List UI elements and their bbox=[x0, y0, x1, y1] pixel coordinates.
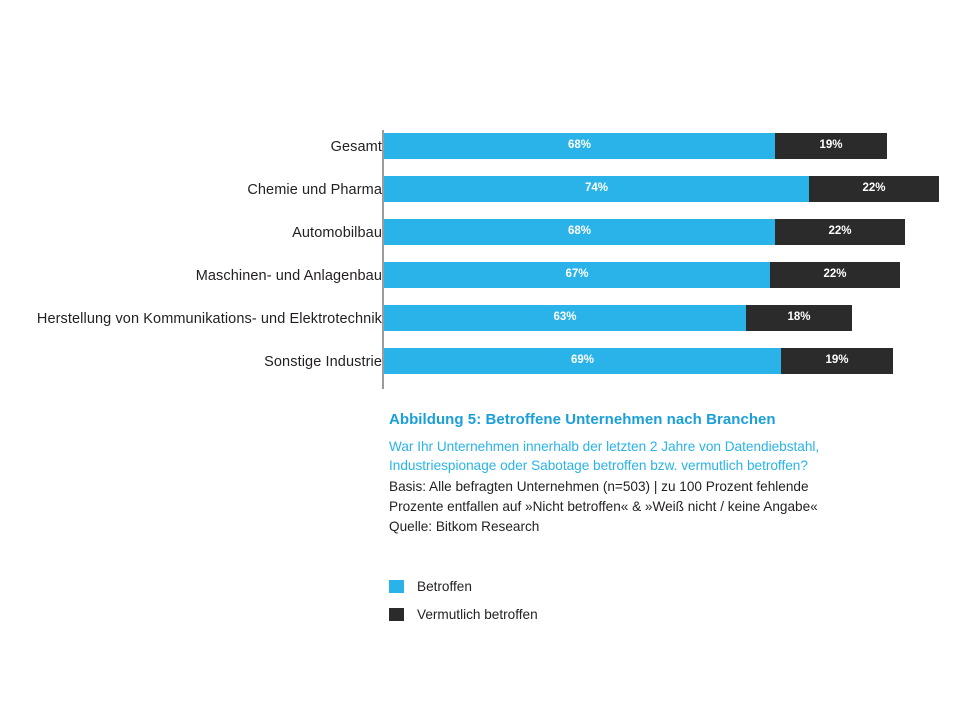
bar-value-label: 67% bbox=[565, 268, 589, 281]
category-label: Automobilbau bbox=[292, 225, 382, 241]
category-label: Chemie und Pharma bbox=[247, 182, 382, 198]
bar-segment-affected bbox=[384, 348, 781, 374]
bar-segment-presumed bbox=[770, 262, 900, 288]
bar-value-label: 18% bbox=[787, 311, 811, 324]
chart-legend bbox=[389, 572, 538, 628]
bar-segment-affected bbox=[384, 133, 775, 159]
table-row bbox=[0, 216, 959, 259]
category-label: Sonstige Industrie bbox=[264, 354, 382, 370]
bar-value-label: 19% bbox=[819, 139, 843, 152]
bar-segment-affected bbox=[384, 219, 775, 245]
bar-segment-presumed bbox=[775, 219, 905, 245]
basis-note-line-1: Basis: Alle befragten Unternehmen (n=503) | zu 100 Prozent fehlende bbox=[389, 478, 809, 494]
bar-value-label: 63% bbox=[553, 311, 577, 324]
table-row bbox=[0, 173, 959, 216]
bar-value-label: 68% bbox=[567, 225, 592, 238]
stacked-bar bbox=[384, 262, 900, 288]
table-row bbox=[0, 345, 959, 388]
stacked-bar bbox=[384, 133, 887, 159]
legend-label: Vermutlich betroffen bbox=[417, 606, 538, 622]
bar-value-label: 74% bbox=[584, 182, 609, 195]
bar-segment-presumed bbox=[775, 133, 887, 159]
table-row bbox=[0, 259, 959, 302]
bar-rows bbox=[0, 130, 959, 388]
chart-title: Abbildung 5: Betroffene Unternehmen nach Branchen bbox=[389, 411, 776, 428]
source-note: Quelle: Bitkom Research bbox=[389, 519, 540, 535]
stacked-bar bbox=[384, 348, 893, 374]
bar-value-label: 68% bbox=[567, 139, 592, 152]
legend-item-presumed bbox=[389, 600, 538, 628]
basis-note-line-2: Prozente entfallen auf »Nicht betroffen« & »Weiß nicht / keine Angabe« bbox=[389, 498, 818, 514]
table-row bbox=[0, 130, 959, 173]
bar-value-label: 22% bbox=[823, 268, 847, 281]
bar-segment-presumed bbox=[809, 176, 939, 202]
bar-segment-affected bbox=[384, 262, 770, 288]
stacked-bar bbox=[384, 305, 852, 331]
category-label: Herstellung von Kommunikations- und Elektrotechnik bbox=[36, 311, 382, 327]
survey-question-line-2: Industriespionage oder Sabotage betroffen bzw. vermutlich betroffen? bbox=[389, 458, 808, 474]
category-label: Maschinen- und Anlagenbau bbox=[195, 268, 382, 284]
table-row bbox=[0, 302, 959, 345]
chart-caption bbox=[389, 411, 929, 536]
bar-value-label: 22% bbox=[828, 225, 852, 238]
bar-segment-affected bbox=[384, 305, 746, 331]
bar-segment-affected bbox=[384, 176, 809, 202]
legend-label: Betroffen bbox=[417, 578, 472, 594]
stacked-bar bbox=[384, 176, 939, 202]
legend-swatch-icon bbox=[389, 608, 404, 621]
bar-segment-presumed bbox=[781, 348, 893, 374]
bar-segment-presumed bbox=[746, 305, 852, 331]
bar-value-label: 69% bbox=[570, 354, 595, 367]
category-label: Gesamt bbox=[330, 139, 382, 155]
stacked-bar bbox=[384, 219, 905, 245]
bar-value-label: 22% bbox=[862, 182, 886, 195]
bar-value-label: 19% bbox=[825, 354, 849, 367]
survey-question-line-1: War Ihr Unternehmen innerhalb der letzten 2 Jahre von Datendiebstahl, bbox=[389, 439, 820, 454]
legend-item-affected bbox=[389, 572, 538, 600]
legend-swatch-icon bbox=[389, 580, 404, 593]
